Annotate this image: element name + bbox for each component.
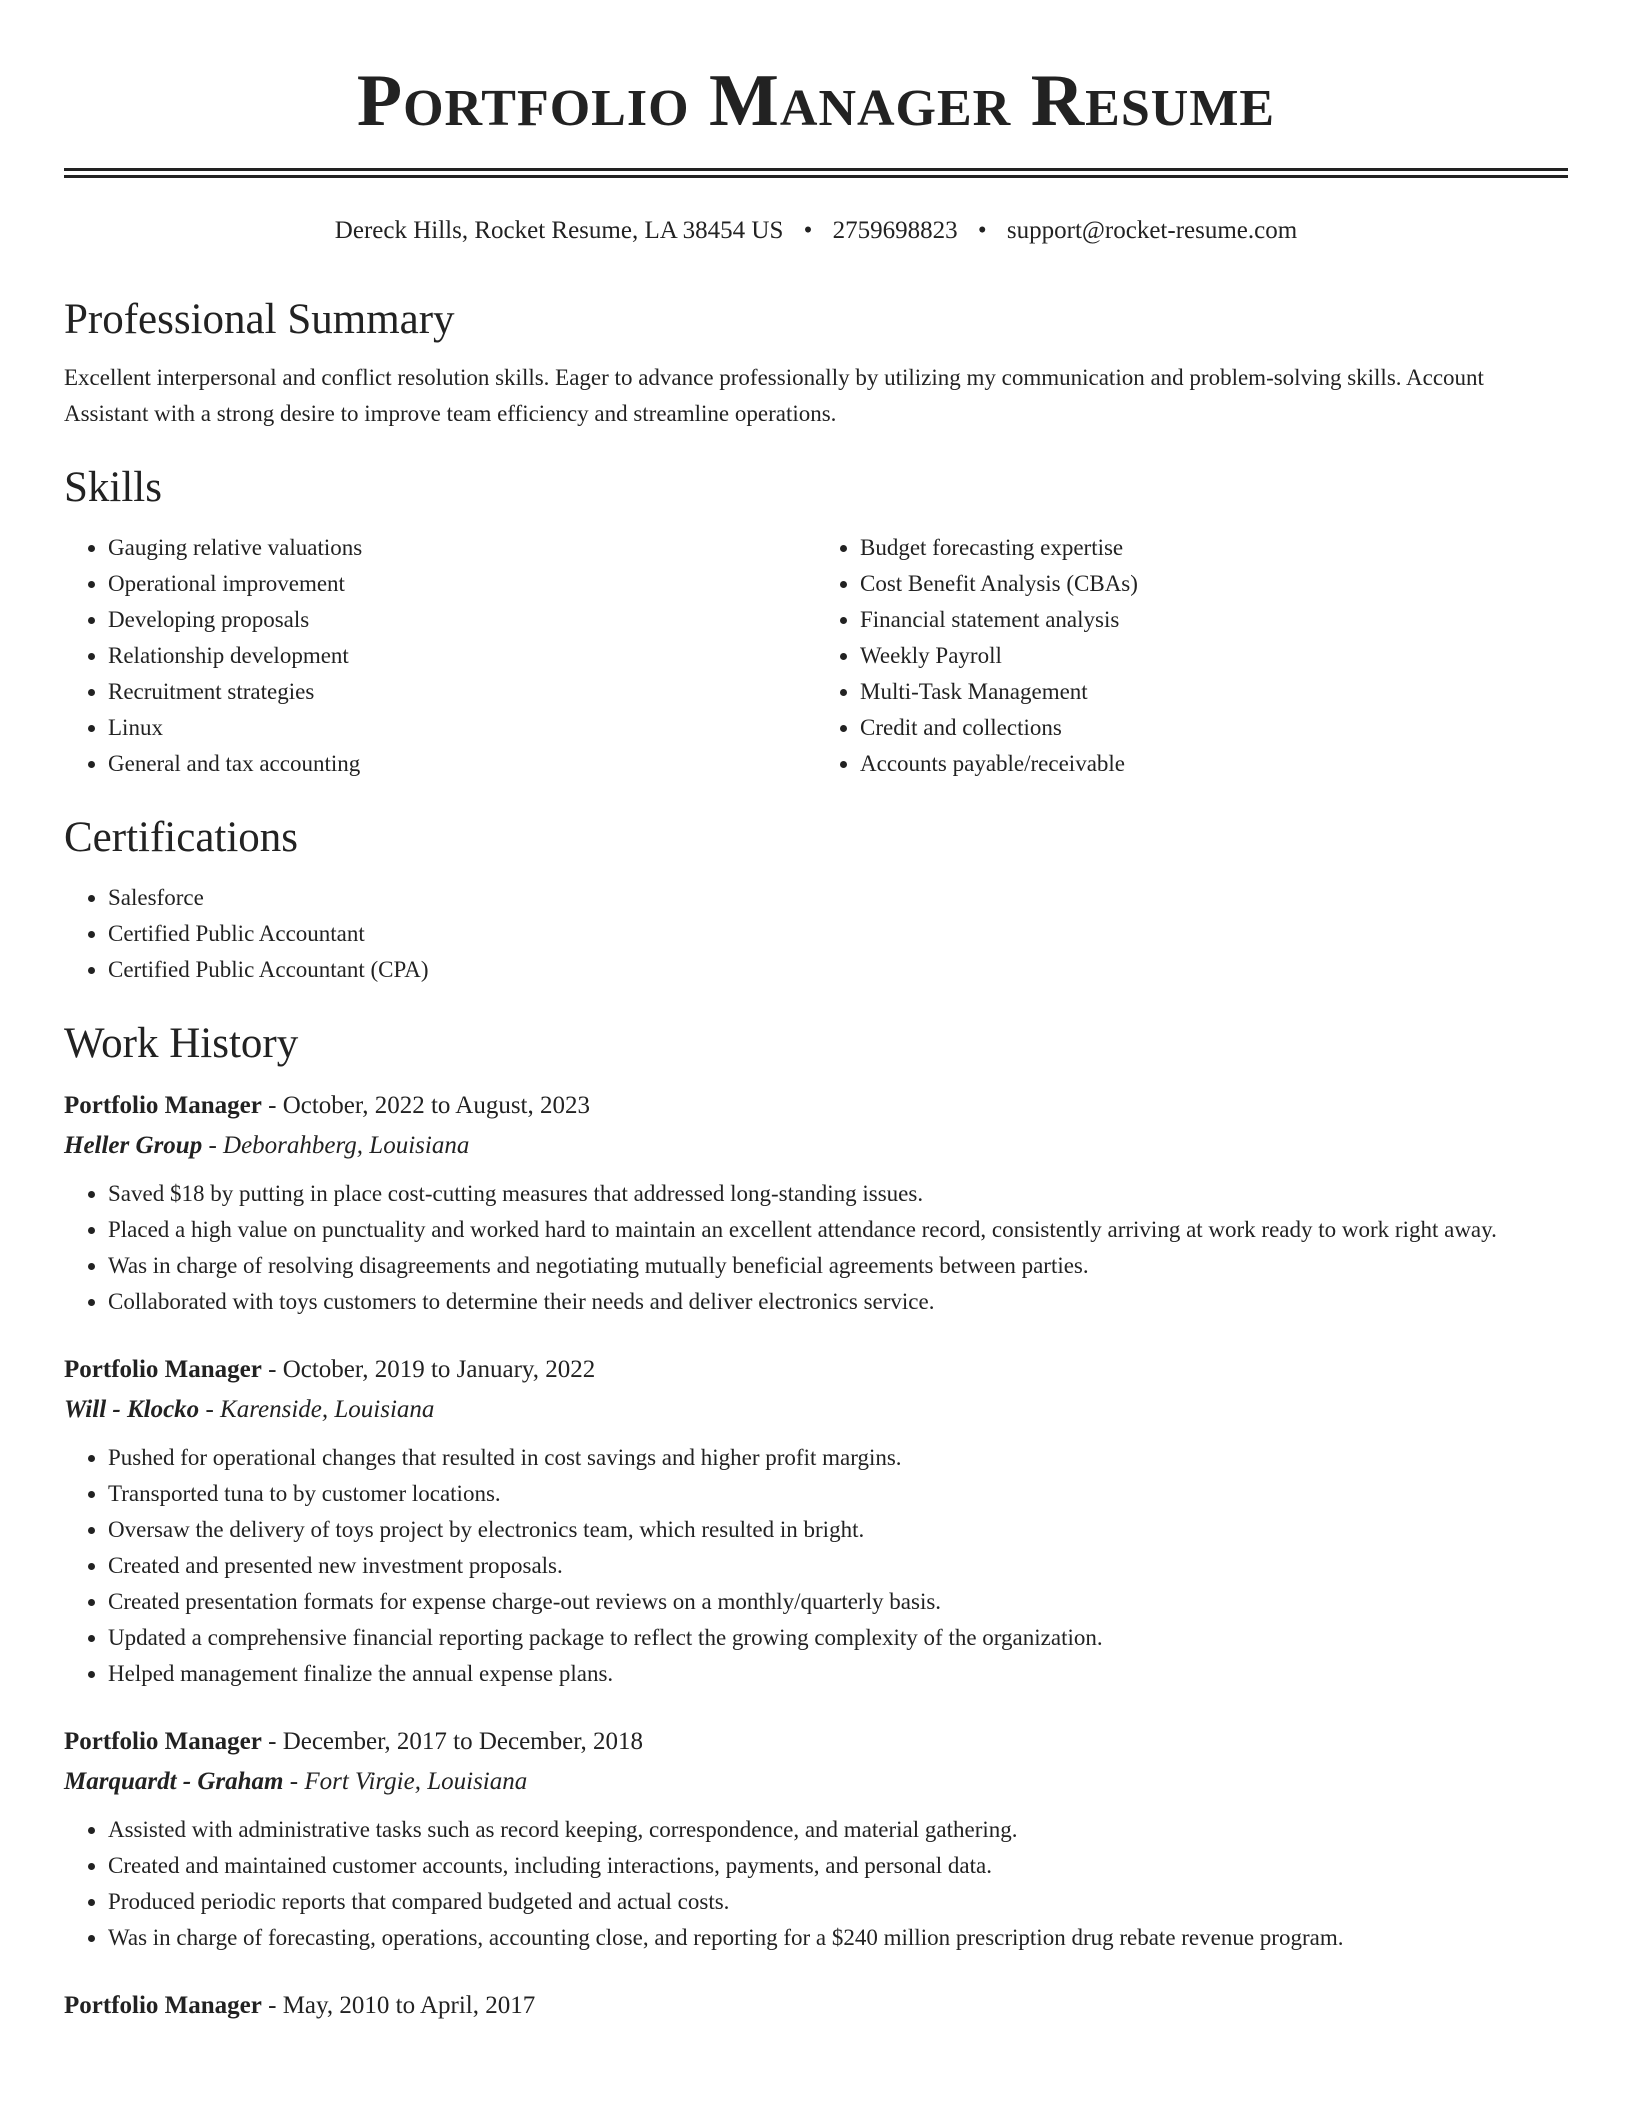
job-dates: May, 2010 to April, 2017	[282, 1992, 536, 2019]
job-bullet: • Oversaw the delivery of toys project by electronics team, which resulted in bright.	[108, 1512, 1568, 1548]
job-company-line: Heller Group - Deborahberg, Louisiana	[64, 1132, 470, 1159]
job-location: Fort Virgie, Louisiana	[304, 1768, 528, 1795]
skill-item: • Gauging relative valuations	[108, 530, 816, 566]
job-bullet: • Created presentation formats for expense charge-out reviews on a monthly/quarterly basis.	[108, 1584, 1568, 1620]
job-bullet: • Updated a comprehensive financial reporting package to reflect the growing complexity of the organization.	[108, 1620, 1568, 1656]
certification-item: • Certified Public Accountant	[108, 916, 1568, 952]
certification-item: • Certified Public Accountant (CPA)	[108, 952, 1568, 988]
skill-item: • Relationship development	[108, 638, 816, 674]
job-bullet: • Saved $18 by putting in place cost-cutting measures that addressed long-standing issues.	[108, 1176, 1568, 1212]
skill-item: • Multi-Task Management	[860, 674, 1568, 710]
contact-email: support@rocket-resume.com	[1006, 217, 1298, 244]
contact-separator: •	[977, 217, 987, 244]
certification-item: • Salesforce	[108, 880, 1568, 916]
job-dates: October, 2022 to August, 2023	[282, 1092, 590, 1119]
job-bullet: • Transported tuna to by customer locations.	[108, 1476, 1568, 1512]
skill-item: • Credit and collections	[860, 710, 1568, 746]
contact-phone: 2759698823	[832, 217, 958, 244]
work-history-heading: Work History	[64, 1020, 299, 1067]
job-bullet: • Created and maintained customer accounts, including interactions, payments, and personal data.	[108, 1848, 1568, 1884]
skills-list-right	[816, 530, 1568, 782]
job-bullet: • Was in charge of forecasting, operations, accounting close, and reporting for a $240 million prescription drug rebate revenue program.	[108, 1920, 1568, 1956]
job-location: Karenside, Louisiana	[220, 1396, 435, 1423]
job-entry	[64, 1086, 1568, 1320]
job-bullet: • Was in charge of resolving disagreements and negotiating mutually beneficial agreements between parties.	[108, 1248, 1568, 1284]
resume-title: Portfolio Manager Resume	[356, 60, 1276, 142]
contact-line	[0, 214, 1632, 248]
skill-item: • Operational improvement	[108, 566, 816, 602]
job-bullet: • Pushed for operational changes that resulted in cost savings and higher profit margins.	[108, 1440, 1568, 1476]
job-company: Marquardt - Graham	[64, 1768, 284, 1795]
job-bullet: • Helped management finalize the annual expense plans.	[108, 1656, 1568, 1692]
job-bullet: • Produced periodic reports that compared budgeted and actual costs.	[108, 1884, 1568, 1920]
job-bullets	[64, 1440, 1568, 1692]
skill-item: • Linux	[108, 710, 816, 746]
certifications-list	[64, 880, 1568, 988]
job-title: Portfolio Manager	[64, 1092, 262, 1119]
job-dates: October, 2019 to January, 2022	[282, 1356, 596, 1383]
job-entry	[64, 1350, 1568, 1692]
job-company-line: Will - Klocko - Karenside, Louisiana	[64, 1396, 435, 1423]
certifications-section	[64, 808, 1568, 988]
job-bullet: • Collaborated with toys customers to determine their needs and deliver electronics service.	[108, 1284, 1568, 1320]
job-title: Portfolio Manager	[64, 1728, 262, 1755]
skills-columns	[64, 530, 1568, 782]
job-title-line: Portfolio Manager - May, 2010 to April, 2017	[64, 1992, 536, 2019]
job-title-line: Portfolio Manager - October, 2019 to January, 2022	[64, 1356, 596, 1383]
job-bullet: • Created and presented new investment proposals.	[108, 1548, 1568, 1584]
job-company: Heller Group	[64, 1132, 203, 1159]
certifications-heading: Certifications	[64, 814, 299, 861]
skill-item: • Weekly Payroll	[860, 638, 1568, 674]
title-divider-top	[64, 168, 1568, 171]
job-bullets	[64, 1176, 1568, 1320]
skill-item: • Developing proposals	[108, 602, 816, 638]
job-bullet: • Placed a high value on punctuality and worked hard to maintain an excellent attendance record, consistently arriving at work ready to work right away.	[108, 1212, 1568, 1248]
skill-item: • Recruitment strategies	[108, 674, 816, 710]
summary-heading: Professional Summary	[64, 296, 455, 343]
skills-heading: Skills	[64, 464, 162, 511]
job-entry	[64, 1722, 1568, 1956]
skill-item: • Cost Benefit Analysis (CBAs)	[860, 566, 1568, 602]
job-dates: December, 2017 to December, 2018	[282, 1728, 644, 1755]
job-company-line: Marquardt - Graham - Fort Virgie, Louisiana	[64, 1768, 528, 1795]
job-company: Will - Klocko	[64, 1396, 200, 1423]
job-entry	[64, 1986, 1568, 2026]
summary-section	[64, 290, 1568, 432]
skill-item: • Budget forecasting expertise	[860, 530, 1568, 566]
skills-section	[64, 458, 1568, 782]
job-title: Portfolio Manager	[64, 1992, 262, 2019]
resume-body	[64, 290, 1568, 2026]
summary-text: Excellent interpersonal and conflict resolution skills. Eager to advance professionally by utilizing my communication and problem-solving skills. Account Assistant with a strong desire to improve team efficiency and streamline operations.	[64, 365, 1484, 426]
skills-list-left	[64, 530, 816, 782]
job-title-line: Portfolio Manager - October, 2022 to August, 2023	[64, 1092, 590, 1119]
job-bullets	[64, 1812, 1568, 1956]
skill-item: • Accounts payable/receivable	[860, 746, 1568, 782]
contact-separator: •	[803, 217, 813, 244]
job-title-line: Portfolio Manager - December, 2017 to December, 2018	[64, 1728, 644, 1755]
contact-address: Dereck Hills, Rocket Resume, LA 38454 US	[334, 217, 784, 244]
skill-item: • Financial statement analysis	[860, 602, 1568, 638]
work-history-section	[64, 1014, 1568, 2026]
job-location: Deborahberg, Louisiana	[223, 1132, 470, 1159]
job-title: Portfolio Manager	[64, 1356, 262, 1383]
job-bullet: • Assisted with administrative tasks such as record keeping, correspondence, and material gathering.	[108, 1812, 1568, 1848]
skill-item: • General and tax accounting	[108, 746, 816, 782]
title-divider-bottom	[64, 175, 1568, 178]
